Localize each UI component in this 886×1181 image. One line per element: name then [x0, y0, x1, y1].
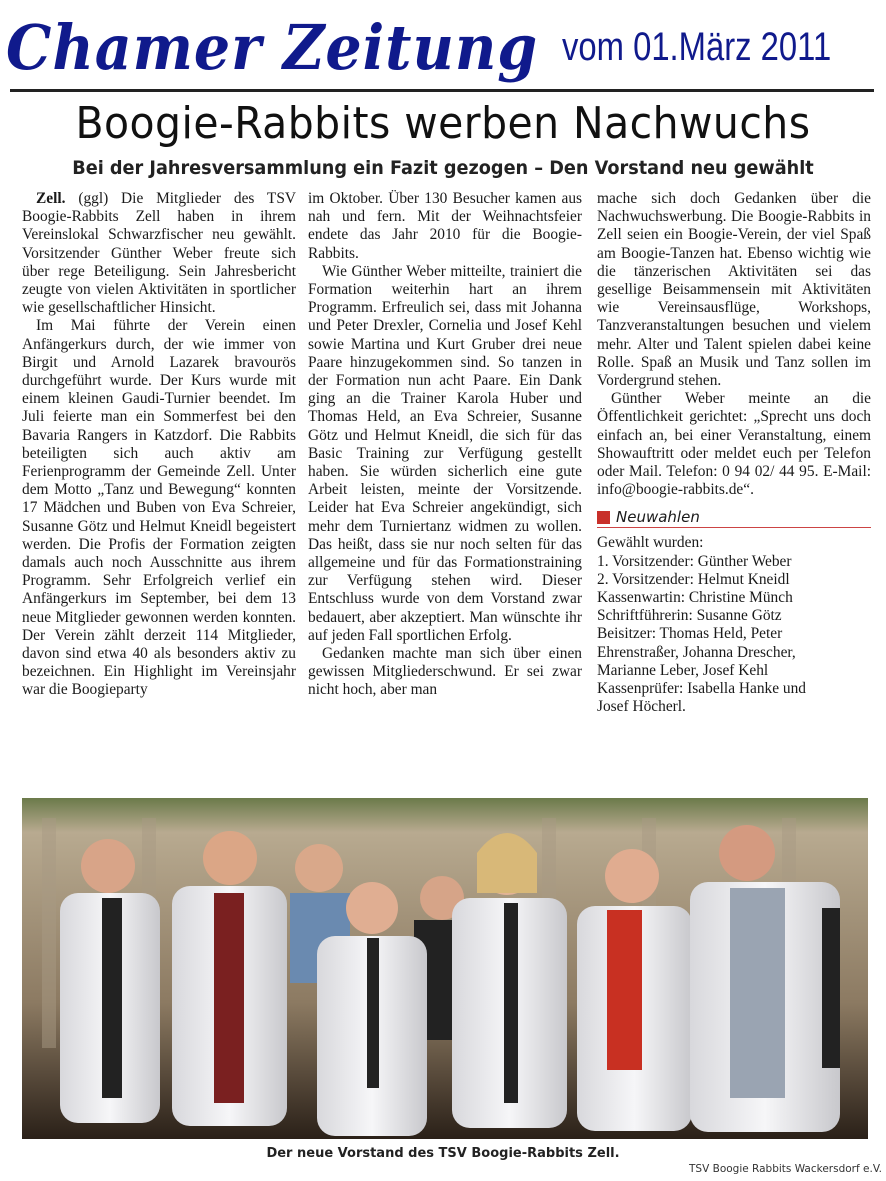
paragraph: mache sich doch Gedanken über die Nachwuchswerbung. Die Boogie-Rabbits in Zell seien ein Boogie-Verein, der viel Spaß am Boogie-Tanzen hat. Ebenso wichtig wie die tänzerischen Aktivitäten sei das gesellige Beisammensein mit Aktivitäten wie Vereinsausflüge, Workshops, Tanzveranstaltungen besuchen und vielem mehr. Alter und Talent spielen dabei keine Rolle. Spaß an Musik und Tanz sollen im Vordergrund stehen.	[597, 190, 871, 390]
paragraph: Zell. (ggl) Die Mitglieder des TSV Boogie-Rabbits Zell haben in ihrem Vereinslokal Schwarzfischer neu gewählt. Vorsitzender Günther Weber freute sich über rege Beteiligung. Sein Jahresbericht zeugte von vielen Aktivitäten in sportlicher wie gesellschaftlicher Hinsicht.	[22, 190, 296, 317]
group-photo	[22, 798, 868, 1139]
result-line: Ehrenstraßer, Johanna Drescher,	[597, 643, 796, 661]
issue-date: vom 01.März 2011	[562, 25, 832, 69]
section-heading	[597, 507, 871, 528]
result-line: 2. Vorsitzender: Helmut Kneidl	[597, 570, 790, 588]
header-rule	[10, 89, 874, 92]
section-title: Neuwahlen	[616, 508, 700, 527]
paragraph: Gedanken machte man sich über einen gewissen Mitgliederschwund. Er sei zwar nicht hoch, aber man	[308, 645, 582, 699]
results-intro: Gewählt wurden:	[597, 534, 704, 552]
result-line: Kassenprüfer: Isabella Hanke und	[597, 680, 806, 698]
result-line: 1. Vorsitzender: Günther Weber	[597, 552, 792, 570]
subheadline: Bei der Jahresversammlung ein Fazit gezogen – Den Vorstand neu gewählt	[72, 157, 814, 179]
section-marker-icon	[597, 511, 610, 524]
result-line: Josef Höcherl.	[597, 698, 686, 716]
newspaper-masthead: Chamer Zeitung	[6, 11, 539, 84]
watermark: TSV Boogie Rabbits Wackersdorf e.V.	[689, 1163, 882, 1175]
paragraph: im Oktober. Über 130 Besucher kamen aus nah und fern. Mit der Weihnachtsfeier endete das Jahr 2010 für die Boogie-Rabbits.	[308, 190, 582, 262]
result-line: Beisitzer: Thomas Held, Peter	[597, 625, 783, 643]
headline: Boogie-Rabbits werben Nachwuchs	[75, 98, 811, 149]
paragraph: Günther Weber meinte an die Öffentlichkeit gerichtet: „Sprecht uns doch einfach an, bei einer Veranstaltung, einem Showauftritt oder meldet euch per Telefon oder Mail. Telefon: 0 94 02/ 44 95. E-Mail: info@boogie-rabbits.de“.	[597, 390, 871, 499]
dateline: Zell.	[36, 190, 66, 207]
column-3	[597, 190, 871, 716]
paragraph: Wie Günther Weber mitteilte, trainiert die Formation weiterhin hart an ihrem Programm. Erfreulich sei, dass mit Johanna und Peter Drexler, Cornelia und Josef Kehl sowie Martina und Kurt Gruber drei neue Paare hinzugekommen sind. So tanzen in der Formation nun acht Paare. Ein Dank ging an die Trainer Karola Huber und Thomas Held, an Eva Schreier, Susanne Götz und Helmut Kneidl, die sich für das Basic Training zur Verfügung gestellt haben. Sie würden sicherlich eine gute Arbeit leisten, meinte der Vorsitzende. Leider hat Eva Schreier angekündigt, sich mehr dem Turniertanz widmen zu wollen. Das heißt, dass sie nur noch selten für das allgemeine und für das Formationstraining zur Verfügung stehen wird. Dieser Entschluss wurde von dem Vorstand zwar bedauert, aber akzeptiert. Man wünschte ihr auf jeden Fall sportlichen Erfolg.	[308, 262, 582, 644]
result-line: Schriftführerin: Susanne Götz	[597, 607, 782, 625]
photo-caption: Der neue Vorstand des TSV Boogie-Rabbits Zell.	[266, 1146, 620, 1161]
result-line: Marianne Leber, Josef Kehl	[597, 661, 769, 679]
column-2	[308, 190, 582, 700]
election-results	[597, 534, 871, 716]
group-photo-image	[22, 798, 868, 1139]
paragraph: Im Mai führte der Verein einen Anfängerkurs durch, der wie immer von Birgit und Arnold Lazarek bravourös durchgeführt wurde. Der Kurs wurde mit einem kleinen Gaudi-Turnier beendet. Im Juli feierte man ein Sommerfest bei den Bavaria Rangers in Katzdorf. Die Rabbits beteiligten sich auch aktiv am Ferienprogramm der Gemeinde Zell. Unter dem Motto „Tanz und Bewegung“ konnten 17 Mädchen und Buben von Eva Schreier, Susanne Götz und Helmut Kneidl begeistert werden. Die Profis der Formation zeigten damals auch noch Ausschnitte aus ihrem Programm. Sehr Erfolgreich verlief ein Anfängerkurs im September, bei dem 13 neue Mitglieder gewonnen werden konnten. Der Verein zählt derzeit 114 Mitglieder, davon sind etwa 40 als besonders aktiv zu bezeichnen. Ein Highlight im Vereinsjahr war die Boogieparty	[22, 317, 296, 699]
result-line: Kassenwartin: Christine Münch	[597, 589, 793, 607]
column-1	[22, 190, 296, 700]
